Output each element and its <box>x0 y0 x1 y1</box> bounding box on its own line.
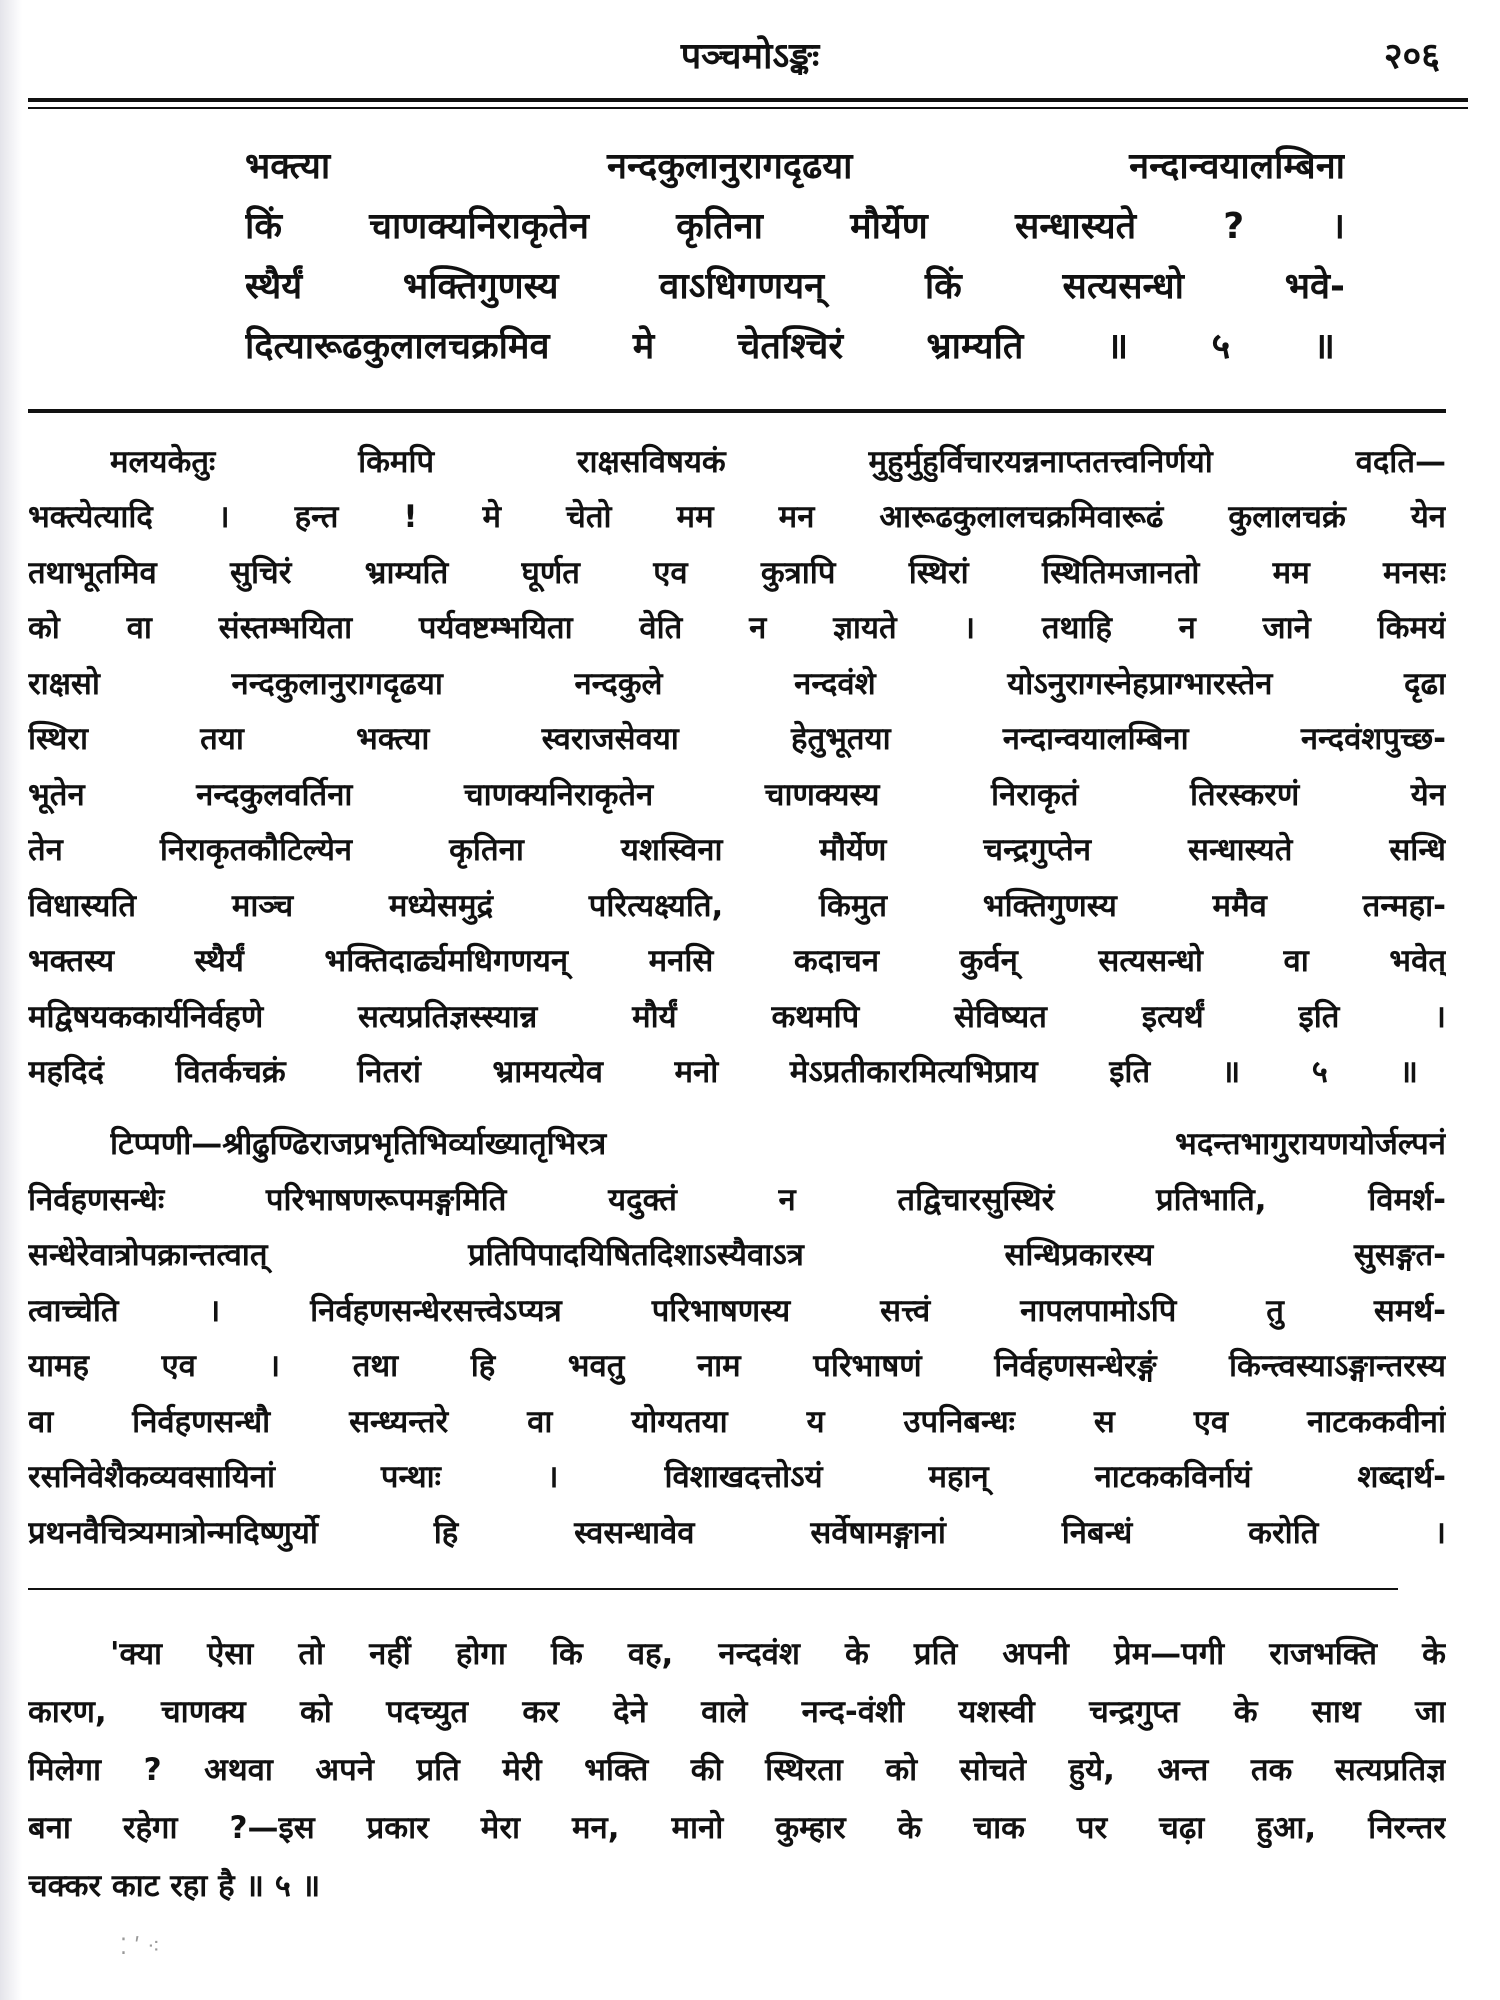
page-edge <box>0 0 22 2000</box>
commentary-line: भूतेन नन्दकुलवर्तिना चाणक्यनिराकृतेन चाणक्यस्य निराकृतं तिरस्करणं येन <box>28 777 1446 813</box>
note-line: त्वाच्चेति । निर्वहणसन्धेरसत्त्वेऽप्यत्र परिभाषणस्य सत्त्वं नापलपामोऽपि तु समर्थ- <box>28 1293 1446 1329</box>
header-rule-thick <box>28 98 1468 102</box>
translation-line: मिलेगा ? अथवा अपने प्रति मेरी भक्ति की स्थिरता को सोचते हुये, अन्त तक सत्यप्रतिज्ञ <box>28 1752 1446 1788</box>
commentary-line: को वा संस्तम्भयिता पर्यवष्टम्भयिता वेति न ज्ञायते । तथाहि न जाने किमयं <box>28 610 1446 646</box>
commentary-line: तेन निराकृतकौटिल्येन कृतिना यशस्विना मौर्येण चन्द्रगुप्तेन सन्धास्यते सन्धि <box>28 832 1446 868</box>
note-line: टिप्पणी—श्रीढुण्ढिराजप्रभृतिभिर्व्याख्यातृभिरत्र भदन्तभागुरायणयोर्जल्पनं <box>110 1126 1446 1162</box>
note-line: रसनिवेशैकव्यवसायिनां पन्थाः । विशाखदत्तोऽयं महान् नाटककविर्नायं शब्दार्थ- <box>28 1459 1446 1495</box>
translation-line: बना रहेगा ?—इस प्रकार मेरा मन, मानो कुम्हार के चाक पर चढ़ा हुआ, निरन्तर <box>28 1810 1446 1846</box>
footnote-rule <box>28 1588 1398 1590</box>
running-title: पञ्चमोऽङ्कः <box>680 36 820 77</box>
note-line: प्रथनवैचित्र्यमात्रोन्मदिष्णुर्यो हि स्वसन्धावेव सर्वेषामङ्गानां निबन्धं करोति । <box>28 1515 1446 1551</box>
commentary-line: राक्षसो नन्दकुलानुरागदृढया नन्दकुले नन्दवंशे योऽनुरागस्नेहप्राग्भारस्तेन दृढा <box>28 666 1446 702</box>
header-rule-thin <box>28 107 1468 109</box>
scan-smudge: ⁚ ʹ ⁖ <box>120 1935 160 1960</box>
commentary-line: स्थिरा तया भक्त्या स्वराजसेवया हेतुभूतया नन्दान्वयालम्बिना नन्दवंशपुच्छ- <box>28 721 1446 757</box>
verse-line: स्थैर्यं भक्तिगुणस्य वाऽधिगणयन् किं सत्यसन्धो भवे- <box>245 266 1345 307</box>
translation-line: 'क्या ऐसा तो नहीं होगा कि वह, नन्दवंश के प्रति अपनी प्रेम—पगी राजभक्ति के <box>110 1636 1446 1672</box>
verse-line: भक्त्या नन्दकुलानुरागदृढया नन्दान्वयालम्बिना <box>245 146 1345 187</box>
verse-rule <box>28 409 1446 413</box>
note-line: सन्धेरेवात्रोपक्रान्तत्वात् प्रतिपिपादयिषितदिशाऽस्यैवाऽत्र सन्धिप्रकारस्य सुसङ्गत- <box>28 1237 1446 1273</box>
translation-line: कारण, चाणक्य को पदच्युत कर देने वाले नन्द-वंशी यशस्वी चन्द्रगुप्त के साथ जा <box>28 1694 1446 1730</box>
translation-line: चक्कर काट रहा है ॥ ५ ॥ <box>28 1868 321 1904</box>
verse-line: दित्यारूढकुलालचक्रमिव मे चेतश्चिरं भ्राम्यति ॥ ५ ॥ <box>245 326 1335 367</box>
page-number: २०६ <box>1383 36 1440 77</box>
commentary-line: मद्विषयककार्यनिर्वहणे सत्यप्रतिज्ञस्स्यान्न मौर्यं कथमपि सेविष्यत इत्यर्थं इति । <box>28 999 1446 1035</box>
commentary-line: तथाभूतमिव सुचिरं भ्राम्यति घूर्णत एव कुत्रापि स्थिरां स्थितिमजानतो मम मनसः <box>28 555 1446 591</box>
verse-line: किं चाणक्यनिराकृतेन कृतिना मौर्येण सन्धास्यते ? । <box>245 206 1345 247</box>
commentary-line: भक्त्येत्यादि । हन्त ! मे चेतो मम मन आरूढकुलालचक्रमिवारूढं कुलालचक्रं येन <box>28 499 1446 535</box>
note-line: वा निर्वहणसन्धौ सन्ध्यन्तरे वा योग्यतया य उपनिबन्धः स एव नाटककवीनां <box>28 1404 1446 1440</box>
commentary-line: महदिदं वितर्कचक्रं नितरां भ्रामयत्येव मनो मेऽप्रतीकारमित्यभिप्राय इति ॥ ५ ॥ <box>28 1054 1418 1090</box>
commentary-line: भक्तस्य स्थैर्यं भक्तिदार्ढ्यमधिगणयन् मनसि कदाचन कुर्वन् सत्यसन्धो वा भवेत् <box>28 943 1446 979</box>
note-line: निर्वहणसन्धेः परिभाषणरूपमङ्गमिति यदुक्तं न तद्विचारसुस्थिरं प्रतिभाति, विमर्श- <box>28 1182 1446 1218</box>
commentary-line: मलयकेतुः किमपि राक्षसविषयकं मुहुर्मुहुर्विचारयन्ननाप्ततत्त्वनिर्णयो वदति— <box>110 444 1446 480</box>
commentary-line: विधास्यति माञ्च मध्येसमुद्रं परित्यक्ष्यति, किमुत भक्तिगुणस्य ममैव तन्महा- <box>28 888 1446 924</box>
note-line: यामह एव । तथा हि भवतु नाम परिभाषणं निर्वहणसन्धेरङ्गं किन्त्वस्याऽङ्गान्तरस्य <box>28 1348 1446 1384</box>
